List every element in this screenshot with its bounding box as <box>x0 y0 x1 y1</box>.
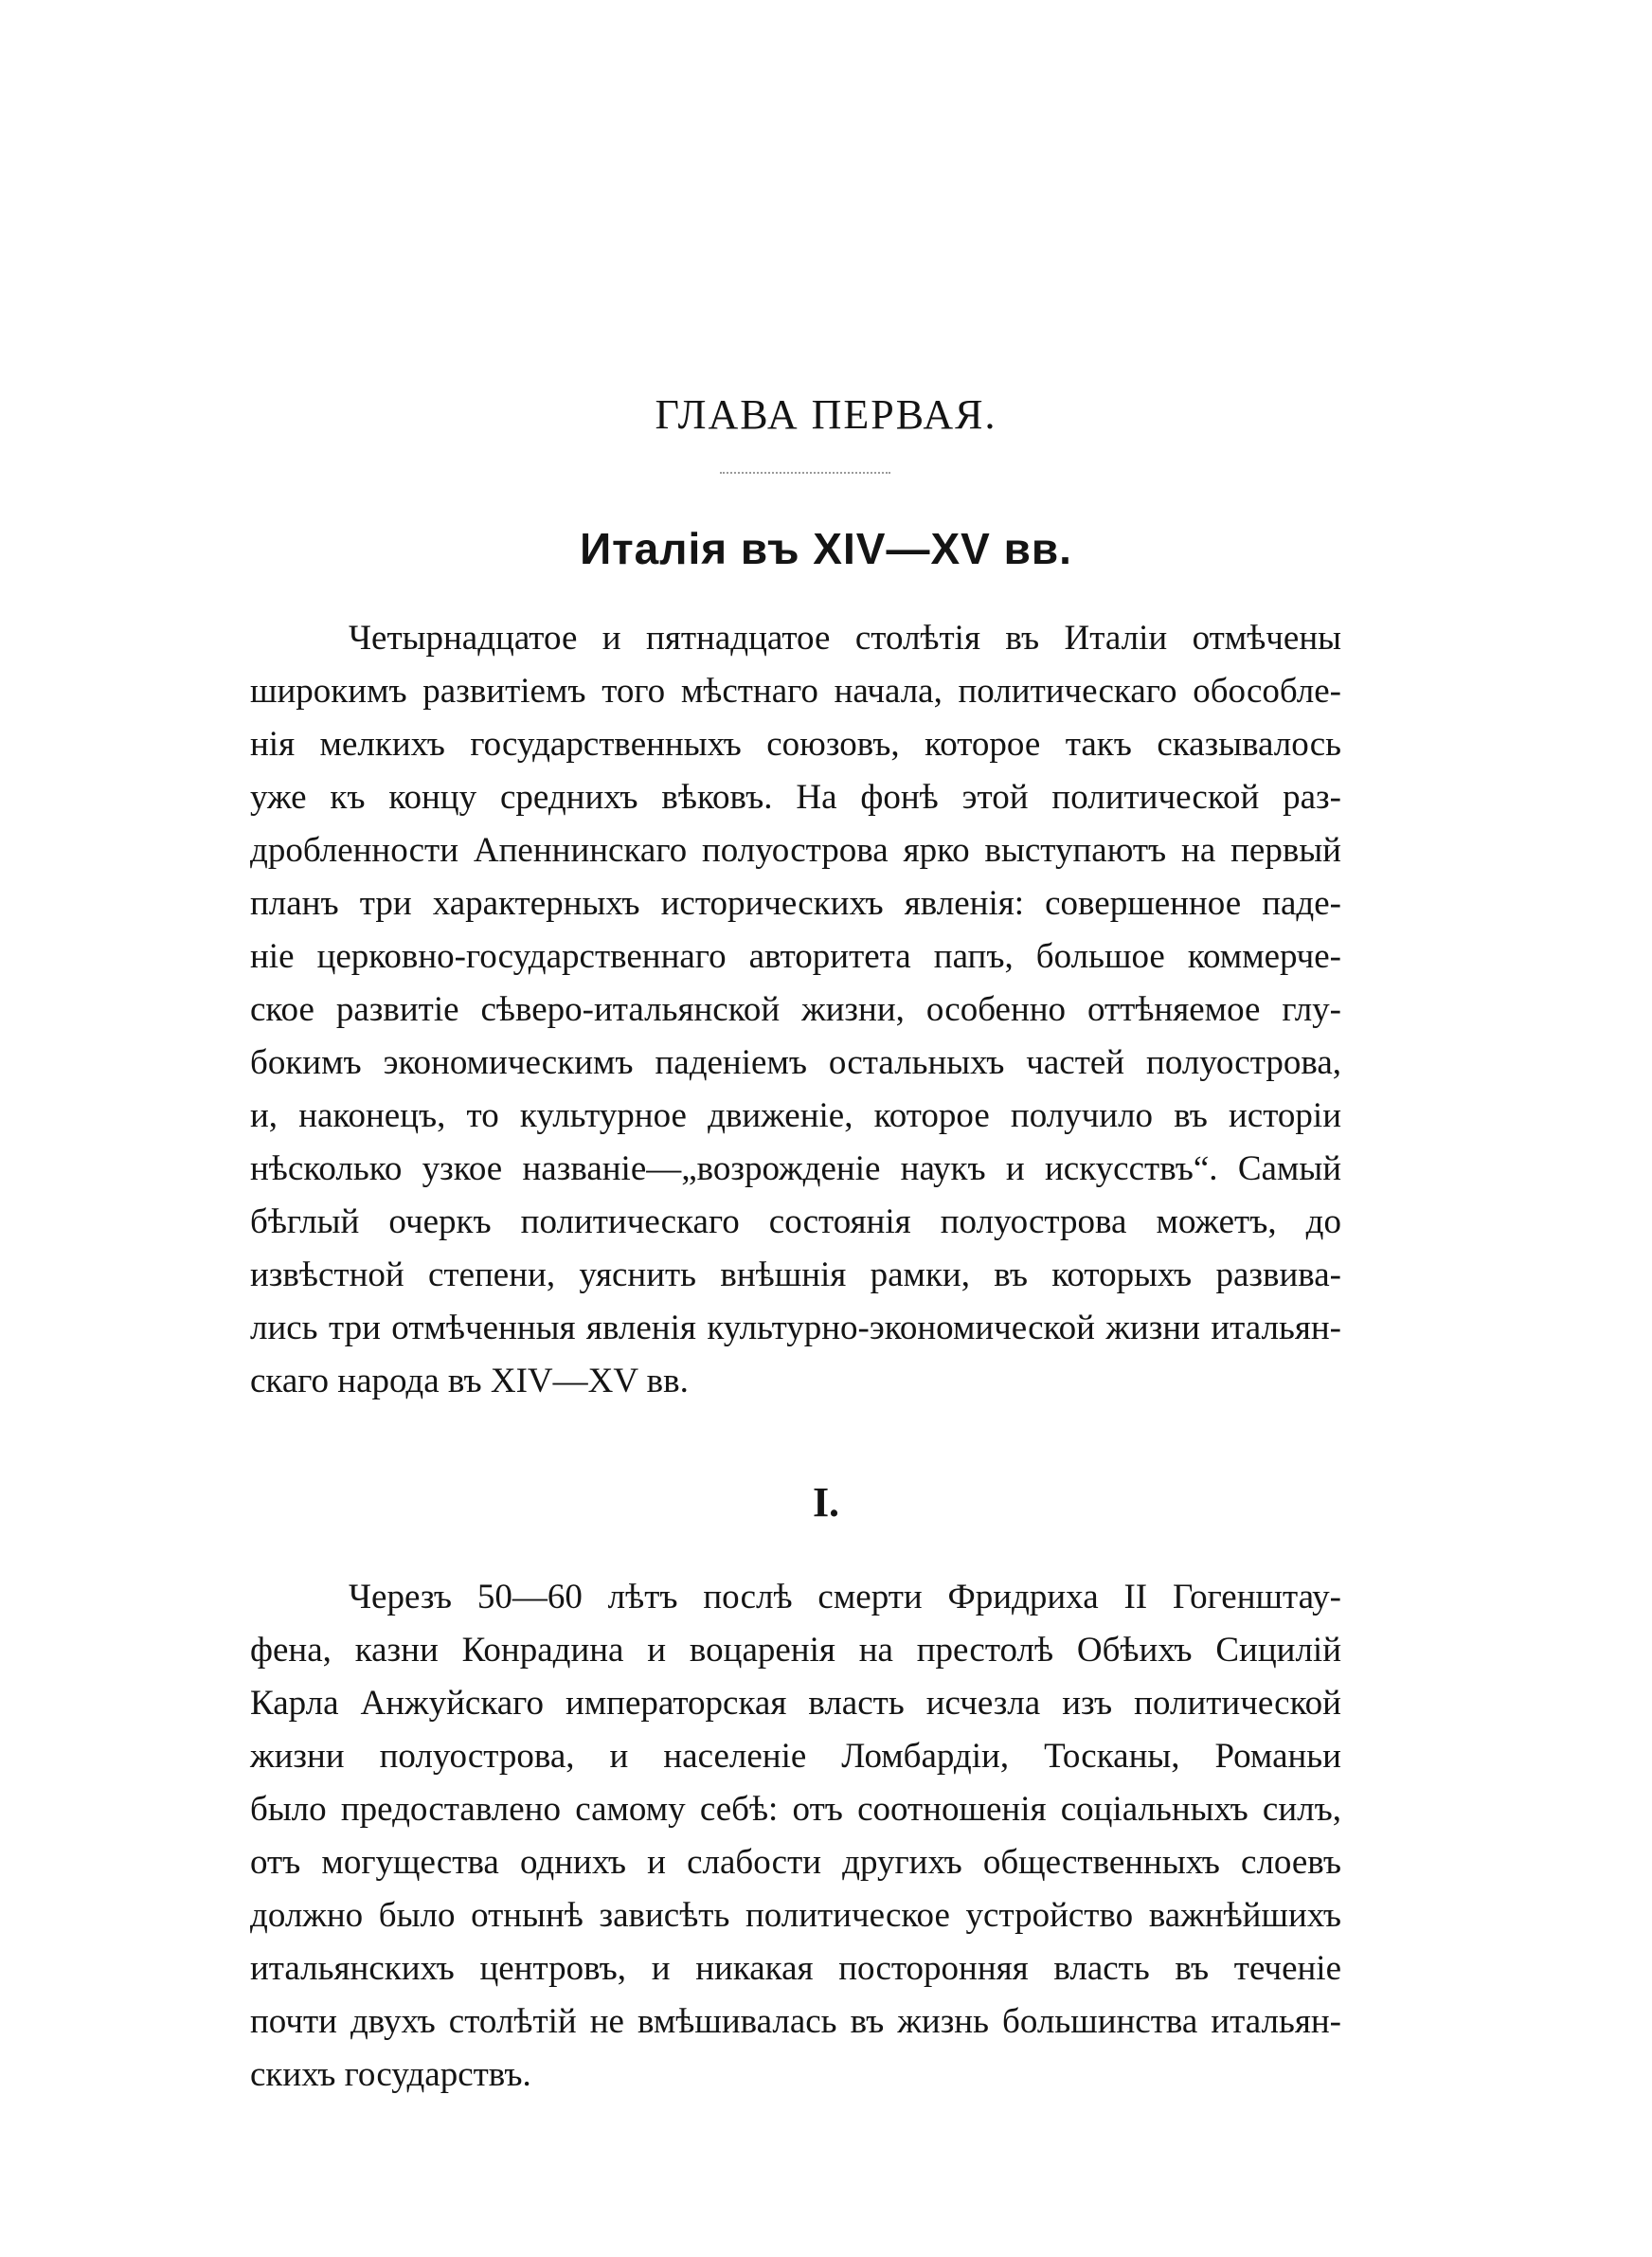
text-line: жизни полуострова, и населеніе Ломбардіи, Тосканы, Романьи <box>250 1737 1341 1776</box>
text-line: извѣстной степени, уяснить внѣшнія рамки, въ которыхъ развива- <box>250 1255 1341 1294</box>
text-line: планъ три характерныхъ историческихъ явленія: совершенное паде- <box>250 884 1341 923</box>
text-line: Карла Анжуйскаго императорская власть исчезла изъ политической <box>250 1684 1341 1723</box>
text-line: бокимъ экономическимъ паденіемъ остальныхъ частей полуострова, <box>250 1043 1341 1082</box>
intro-paragraph <box>250 612 1341 1408</box>
text-line: фена, казни Конрадина и воцаренія на престолѣ Обѣихъ Сицилій <box>250 1631 1341 1670</box>
section-heading: Италія въ XIV—XV вв. <box>580 524 1072 573</box>
text-line: Черезъ 50—60 лѣтъ послѣ смерти Фридриха II Гогенштау- <box>349 1578 1341 1616</box>
section-number: I. <box>812 1479 840 1526</box>
ornamental-rule <box>720 472 890 474</box>
text-line: должно было отнынѣ зависѣть политическое устройство важнѣйшихъ <box>250 1896 1341 1935</box>
text-line: дробленности Апеннинскаго полуострова ярко выступаютъ на первый <box>250 831 1341 870</box>
text-line: отъ могущества однихъ и слабости другихъ общественныхъ слоевъ <box>250 1843 1341 1882</box>
text-line: бѣглый очеркъ политическаго состоянія полуострова можетъ, до <box>250 1202 1341 1241</box>
text-line: было предоставлено самому себѣ: отъ соотношенія соціальныхъ силъ, <box>250 1790 1341 1829</box>
text-line: итальянскихъ центровъ, и никакая посторонняя власть въ теченіе <box>250 1949 1341 1988</box>
text-line: почти двухъ столѣтій не вмѣшивалась въ жизнь большинства итальян- <box>250 2002 1341 2041</box>
text-line: Четырнадцатое и пятнадцатое столѣтія въ Италіи отмѣчены <box>349 619 1341 658</box>
text-line: скихъ государствъ. <box>250 2055 531 2094</box>
text-line: скаго народа въ XIV—XV вв. <box>250 1362 689 1400</box>
text-line: ское развитіе сѣверо-итальянской жизни, особенно оттѣняемое глу- <box>250 990 1341 1029</box>
section-paragraph <box>250 1571 1341 2102</box>
text-line: и, наконецъ, то культурное движеніе, которое получило въ исторіи <box>250 1096 1341 1135</box>
text-line: лись три отмѣченныя явленія культурно-экономической жизни итальян- <box>250 1309 1341 1347</box>
text-line: широкимъ развитіемъ того мѣстнаго начала, политическаго обособле- <box>250 672 1341 711</box>
text-line: нѣсколько узкое названіе—„возрожденіе наукъ и искусствъ“. Самый <box>250 1149 1341 1188</box>
chapter-title: ГЛАВА ПЕРВАЯ. <box>655 391 997 438</box>
text-line: нія мелкихъ государственныхъ союзовъ, которое такъ сказывалось <box>250 725 1341 764</box>
text-line: ніе церковно-государственнаго авторитета папъ, большое коммерче- <box>250 937 1341 976</box>
text-line: уже къ концу среднихъ вѣковъ. На фонѣ этой политической раз- <box>250 778 1341 817</box>
